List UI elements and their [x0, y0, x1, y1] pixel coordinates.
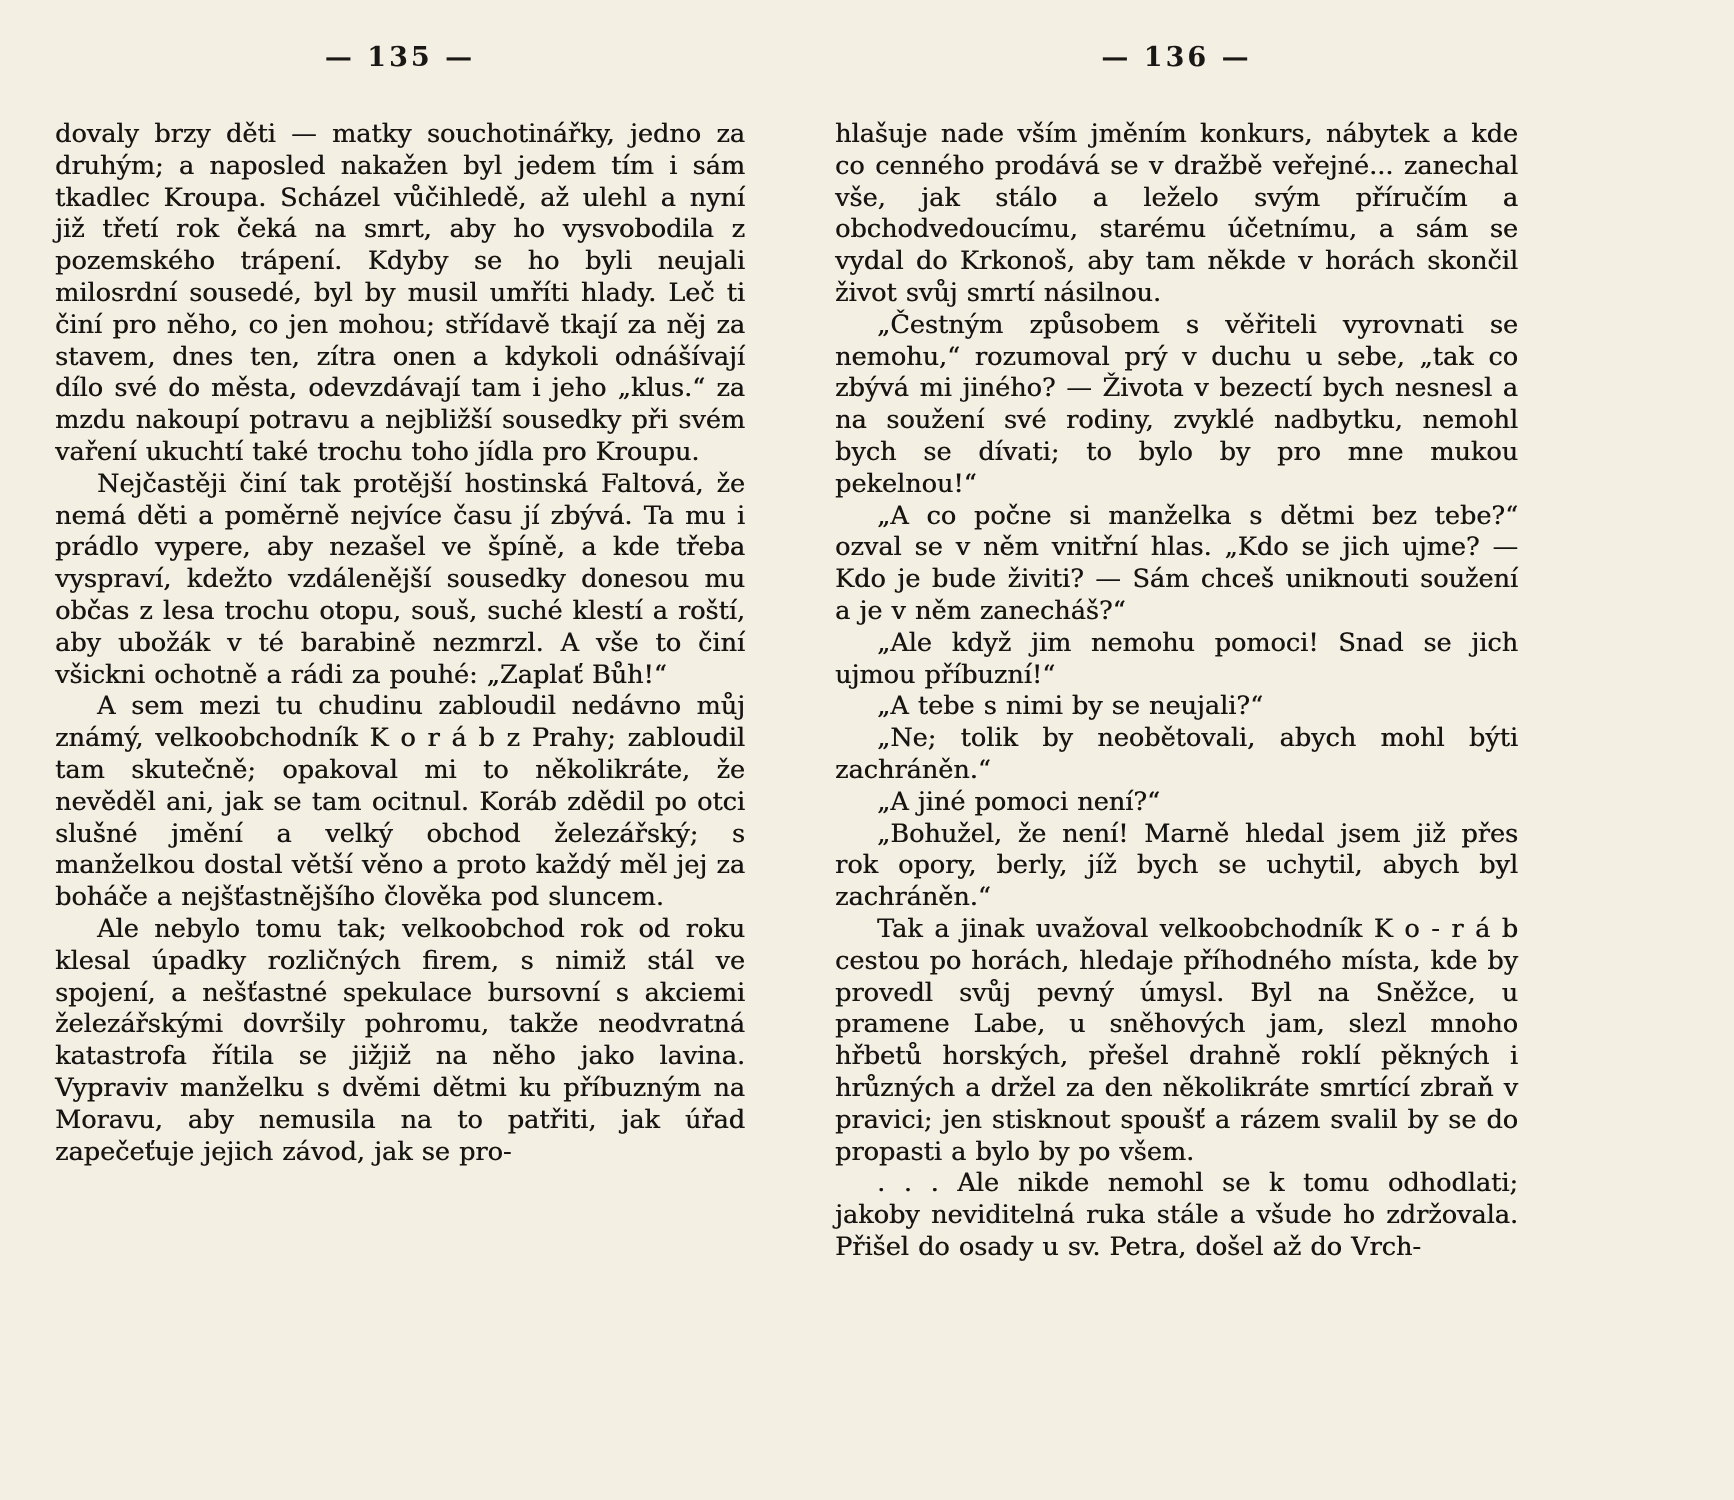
page-135 — [55, 0, 745, 1500]
paragraph: . . . Ale nikde nemohl se k tomu odhodlati; jakoby neviditelná ruka stále a všude ho zdržovala. Přišel do osady u sv. Petra, došel až do Vrch- — [835, 1168, 1518, 1262]
page-136 — [835, 0, 1518, 1500]
paragraph: Ale nebylo tomu tak; velkoobchod rok od roku klesal úpadky rozličných firem, s nimiž stál ve spojení, a nešťastné spekulace bursovní s akciemi železářskými dovršily pohromu, takže neodvratná katastrofa řítila se jižjiž na něho jako lavina. Vypraviv manželku s dvěmi dětmi ku příbuzným na Moravu, aby nemusila na to patřiti, jak úřad zapečeťuje jejich závod, jak se pro- — [55, 913, 745, 1167]
paragraph: „Bohužel, že není! Marně hledal jsem již přes rok opory, berly, jíž bych se uchytil, abych byl zachráněn.“ — [835, 818, 1518, 913]
paragraph: „A jiné pomoci není?“ — [877, 786, 1160, 817]
paragraph: „A co počne si manželka s dětmi bez tebe?“ ozval se v něm vnitřní hlas. „Kdo se jich ujme? — Kdo je bude živiti? — Sám chceš uniknouti soužení a je v něm zanecháš?“ — [835, 500, 1518, 626]
page-136-text — [835, 119, 1518, 1264]
paragraph: Nejčastěji činí tak protější hostinská Faltová, že nemá děti a poměrně nejvíce času jí zbývá. Ta mu i prádlo vypere, aby nezašel ve špíně, a kde třeba vyspraví, kdežto vzdálenější sousedky donesou mu občas z lesa trochu otopu, souš, suché klestí a roští, aby ubožák v té barabině nezmrzl. A vše to činí všickni ochotně a rádi za pouhé: „Zaplať Bůh!“ — [55, 468, 745, 690]
paragraph: „A tebe s nimi by se neujali?“ — [877, 691, 1263, 722]
page-135-text — [55, 119, 745, 1168]
paragraph: Tak a jinak uvažoval velkoobchodník K o - r á b cestou po horách, hledaje příhodného místa, kde by provedl svůj pevný úmysl. Byl na Sněžce, u pramene Labe, u sněhových jam, slezl mnoho hřbetů horských, přešel drahně roklí pěkných i hrůzných a držel za den několikráte smrtící zbraň v pravici; jen stisknout spoušť a rázem svalil by se do propasti a bylo by po všem. — [835, 913, 1518, 1167]
page-number-right: — 136 — — [1101, 42, 1252, 73]
paragraph: A sem mezi tu chudinu zabloudil nedávno můj známý, velkoobchodník K o r á b z Prahy; zabloudil tam skutečně; opakoval mi to několikráte, že nevěděl ani, jak se tam ocitnul. Koráb zdědil po otci slušné jmění a velký obchod železářský; s manželkou dostal větší věno a proto každý měl jej za boháče a nejšťastnějšího člověka pod sluncem. — [55, 691, 745, 913]
paragraph: hlašuje nade vším jměním konkurs, nábytek a kde co cenného prodává se v dražbě veřejné... zanechal vše, jak stálo a leželo svým příručím a obchodvedoucímu, starému účetnímu, a sám se vydal do Krkonoš, aby tam někde v horách skončil život svůj smrtí násilnou. — [835, 119, 1518, 308]
paragraph: „Ale když jim nemohu pomoci! Snad se jich ujmou příbuzní!“ — [835, 627, 1518, 690]
paragraph: dovaly brzy děti — matky souchotinářky, jedno za druhým; a naposled nakažen byl jedem tím i sám tkadlec Kroupa. Scházel vůčihledě, až ulehl a nyní již třetí rok čeká na smrt, aby ho vysvobodila z pozemského trápení. Kdyby se ho byli neujali milosrdní sousedé, byl by musil umříti hlady. Leč ti činí pro něho, co jen mohou; střídavě tkají za něj za stavem, dnes ten, zítra onen a kdykoli odnášívají dílo své do města, odevzdávají tam i jeho „klus.“ za mzdu nakoupí potravu a nejbližší sousedky při svém vaření ukuchtí také trochu toho jídla pro Kroupu. — [55, 119, 745, 467]
page-number-left: — 135 — — [324, 42, 476, 73]
paragraph: „Ne; tolik by neobětovali, abych mohl býti zachráněn.“ — [835, 723, 1518, 785]
paragraph: „Čestným způsobem s věřiteli vyrovnati se nemohu,“ rozumoval prý v duchu u sebe, „tak co zbývá mi jiného? — Života v bezectí bych nesnesl a na soužení své rodiny, zvyklé nadbytku, nemohl bych se dívati; to bylo by pro mne mukou pekelnou!“ — [835, 309, 1518, 499]
